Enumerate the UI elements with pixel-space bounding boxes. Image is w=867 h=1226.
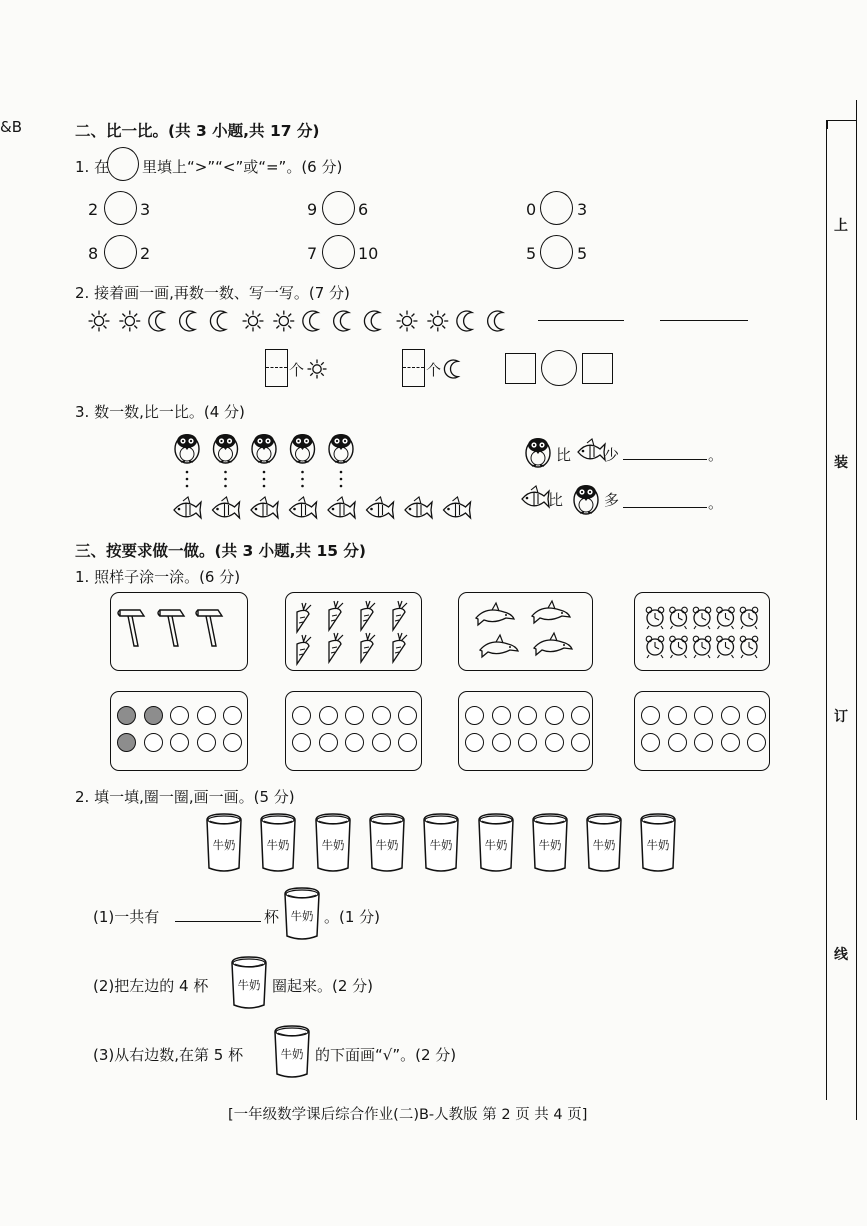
dot-empty[interactable] [465, 733, 484, 752]
difference-blank-2[interactable] [623, 507, 707, 508]
count-box-divider [266, 367, 287, 368]
penguin-row [170, 430, 370, 466]
dot-empty[interactable] [398, 733, 417, 752]
sub1-prefix: (1)一共有 [93, 908, 160, 926]
dot-empty[interactable] [292, 706, 311, 725]
difference-blank-1[interactable] [623, 459, 707, 460]
dotted-line [263, 471, 266, 488]
moon-icon [444, 358, 466, 380]
milk-cup-icon [282, 886, 322, 942]
compare-answer-circle[interactable] [104, 235, 137, 269]
compare-left: 2 [88, 200, 99, 219]
milk-cup-icon[interactable] [421, 812, 461, 874]
sun-icon [243, 311, 264, 332]
milk-cup-icon[interactable] [638, 812, 678, 874]
dot-empty[interactable] [345, 733, 364, 752]
dot-empty[interactable] [345, 706, 364, 725]
moon-icon [210, 311, 225, 331]
dolphin-icon [480, 635, 518, 657]
sub1-unit: 杯 [264, 908, 280, 926]
fish-icon [251, 497, 278, 518]
continue-draw-blank-1[interactable] [538, 320, 624, 321]
dot-empty[interactable] [492, 706, 511, 725]
carrot-icon [329, 633, 343, 662]
binding-char: 线 [834, 944, 848, 964]
milk-cup-icon[interactable] [313, 812, 353, 874]
binding-line [856, 100, 857, 1120]
q3-2-title: 2. 填一填,圈一圈,画一画。(5 分) [75, 788, 295, 806]
dot-empty[interactable] [223, 706, 242, 725]
alarm-clock-icon [646, 636, 664, 658]
q2-3-title: 3. 数一数,比一比。(4 分) [75, 403, 245, 421]
dot-box-4 [634, 691, 770, 771]
milk-cup-icon[interactable] [476, 812, 516, 874]
fish-icon [174, 497, 201, 518]
svg-text:牛奶: 牛奶 [280, 1047, 304, 1061]
dot-filled[interactable] [144, 706, 163, 725]
binding-corner [827, 120, 856, 129]
dolphin-icon [534, 633, 572, 655]
binding-char: 订 [834, 706, 848, 726]
alarm-clock-icon [740, 636, 758, 658]
dotted-line [340, 471, 343, 488]
section-3-title: 三、按要求做一做。(共 3 小题,共 15 分) [75, 542, 366, 560]
fish-icon [444, 497, 471, 518]
sun-icon [306, 358, 328, 380]
alarm-clock-icon [670, 636, 688, 658]
fish-icon [519, 486, 549, 512]
sun-count-box[interactable] [265, 349, 288, 387]
dot-empty[interactable] [319, 706, 338, 725]
milk-cup-icon[interactable] [530, 812, 570, 874]
sun-count-unit: 个 [289, 361, 305, 379]
correspondence-dots [170, 468, 370, 492]
compare-left: 7 [307, 244, 318, 263]
compare-answer-circle[interactable] [540, 235, 573, 269]
penguin-icon [521, 434, 555, 468]
fish-row [170, 496, 480, 524]
dot-empty[interactable] [747, 706, 766, 725]
dolphin-icon [532, 601, 570, 623]
q2-2-title: 2. 接着画一画,再数一数、写一写。(7 分) [75, 284, 350, 302]
compare-answer-circle[interactable] [540, 191, 573, 225]
dot-empty[interactable] [571, 733, 590, 752]
carrot-icon-group [285, 592, 422, 671]
dot-filled[interactable] [117, 706, 136, 725]
fish-icon [328, 497, 355, 518]
dot-empty[interactable] [372, 706, 391, 725]
dot-empty[interactable] [747, 733, 766, 752]
carrot-icon [393, 601, 407, 630]
sun-icon [119, 311, 140, 332]
compare-box-right[interactable] [582, 353, 613, 384]
moon-icon [364, 311, 379, 331]
compare-right: 10 [358, 244, 379, 263]
q2-1-prefix: 1. 在 [75, 158, 110, 176]
dot-empty[interactable] [518, 706, 537, 725]
svg-text:牛奶: 牛奶 [290, 909, 314, 923]
dolphin-icon [476, 603, 514, 625]
milk-cup-icon [272, 1024, 312, 1080]
dot-empty[interactable] [492, 733, 511, 752]
alarm-clock-icon [693, 607, 711, 629]
svg-text:牛奶: 牛奶 [484, 838, 507, 852]
page-footer: [一年级数学课后综合作业(二)B-人教版 第 2 页 共 4 页] [228, 1107, 588, 1123]
carrot-icon [361, 601, 375, 630]
svg-text:牛奶: 牛奶 [538, 838, 562, 852]
compare-answer-circle[interactable] [322, 235, 355, 269]
svg-text:牛奶: 牛奶 [321, 838, 345, 852]
moon-icon [180, 311, 195, 331]
compare-answer-circle[interactable] [104, 191, 137, 225]
sun-icon [427, 311, 448, 332]
dot-empty[interactable] [319, 733, 338, 752]
compare-circle-middle[interactable] [541, 350, 577, 386]
alarm-clock-icon [646, 607, 664, 629]
svg-text:牛奶: 牛奶 [646, 838, 670, 852]
dolphin-icon-group [458, 592, 593, 671]
moon-icon [488, 311, 503, 331]
moon-count-unit: 个 [426, 361, 442, 379]
fish-icon [367, 497, 394, 518]
alarm-clock-icon [670, 607, 688, 629]
dot-empty[interactable] [372, 733, 391, 752]
dot-empty[interactable] [197, 706, 216, 725]
alarm-clock-icon-group [634, 592, 770, 671]
compare-right: 3 [140, 200, 151, 219]
compare-right: 6 [358, 200, 369, 219]
dot-empty[interactable] [721, 733, 740, 752]
moon-count-box[interactable] [402, 349, 425, 387]
carrot-icon [329, 601, 343, 630]
binding-char: 装 [834, 452, 848, 472]
compare-word: 多 [604, 491, 620, 509]
dot-empty[interactable] [465, 706, 484, 725]
period: 。 [708, 446, 724, 464]
alarm-clock-icon [717, 607, 735, 629]
svg-text:牛奶: 牛奶 [266, 838, 290, 852]
axe-icon [196, 610, 222, 646]
dot-empty[interactable] [170, 706, 189, 725]
compare-right: 2 [140, 244, 151, 263]
dotted-line [301, 471, 304, 488]
penguin-icon [291, 434, 315, 463]
compare-left: 8 [88, 244, 99, 263]
compare-box-left[interactable] [505, 353, 536, 384]
penguin-icon [252, 434, 276, 463]
compare-right: 3 [577, 200, 588, 219]
compare-word: 比 [548, 491, 564, 509]
dot-empty[interactable] [641, 733, 660, 752]
compare-right: 5 [577, 244, 588, 263]
penguin-icon [569, 481, 603, 515]
milk-cup-icon[interactable] [584, 812, 624, 874]
count-box-divider [403, 367, 424, 368]
dot-box-2 [285, 691, 422, 771]
milk-cup-icon[interactable] [367, 812, 407, 874]
section-2-title: 二、比一比。(共 3 小题,共 17 分) [75, 122, 320, 140]
dot-box-3 [458, 691, 593, 771]
continue-draw-blank-2[interactable] [660, 320, 748, 321]
dot-empty[interactable] [668, 733, 687, 752]
sun-icon [89, 311, 110, 332]
penguin-icon [214, 434, 238, 463]
milk-cup-icon[interactable] [258, 812, 298, 874]
carrot-icon [393, 633, 407, 662]
sun-icon [273, 311, 294, 332]
period: 。 [708, 494, 724, 512]
compare-left: 9 [307, 200, 318, 219]
dot-empty[interactable] [223, 733, 242, 752]
fish-icon [213, 497, 240, 518]
sub2-prefix: (2)把左边的 4 杯 [93, 977, 209, 995]
carrot-icon [297, 603, 311, 632]
binding-char: 上 [834, 215, 848, 235]
penguin-icon [175, 434, 199, 463]
dotted-line [224, 471, 227, 488]
svg-text:牛奶: 牛奶 [237, 978, 261, 992]
dot-empty[interactable] [197, 733, 216, 752]
dot-empty[interactable] [545, 706, 564, 725]
dot-empty[interactable] [694, 733, 713, 752]
dotted-line [186, 471, 189, 488]
dot-empty[interactable] [545, 733, 564, 752]
dot-empty[interactable] [641, 706, 660, 725]
moon-icon [149, 311, 164, 331]
dot-empty[interactable] [694, 706, 713, 725]
axe-icon [118, 610, 144, 646]
dot-empty[interactable] [518, 733, 537, 752]
compare-word: 比 [556, 446, 572, 464]
alarm-clock-icon [693, 636, 711, 658]
dot-empty[interactable] [292, 733, 311, 752]
svg-text:牛奶: 牛奶 [429, 838, 453, 852]
binding-line [826, 120, 827, 1100]
svg-text:牛奶: 牛奶 [592, 838, 616, 852]
moon-icon [334, 311, 349, 331]
sun-icon [397, 311, 418, 332]
sun-moon-sequence [88, 308, 528, 334]
carrot-icon [361, 633, 375, 662]
sub3-suffix: 的下面画“√”。(2 分) [315, 1046, 457, 1064]
carrot-icon [297, 635, 311, 664]
dot-empty[interactable] [668, 706, 687, 725]
sub1-suffix: 。(1 分) [324, 908, 381, 926]
moon-icon [303, 311, 318, 331]
cup-count-blank[interactable] [175, 921, 261, 922]
dot-box-1 [110, 691, 248, 771]
q2-1-suffix: 里填上“>”“<”或“=”。(6 分) [142, 158, 343, 176]
dot-empty[interactable] [398, 706, 417, 725]
sub3-prefix: (3)从右边数,在第 5 杯 [93, 1046, 244, 1064]
moon-icon [457, 311, 472, 331]
svg-text:牛奶: 牛奶 [212, 838, 236, 852]
svg-text:牛奶: 牛奶 [375, 838, 399, 852]
fish-icon [290, 497, 317, 518]
compare-word: 少 [604, 446, 620, 464]
page-edge-mark: &B [0, 118, 22, 136]
axe-icon-group [110, 592, 248, 671]
dot-filled[interactable] [117, 733, 136, 752]
compare-left: 0 [526, 200, 537, 219]
axe-icon [158, 610, 184, 646]
example-circle [107, 147, 139, 181]
dot-empty[interactable] [571, 706, 590, 725]
compare-left: 5 [526, 244, 537, 263]
sub2-suffix: 圈起来。(2 分) [272, 977, 374, 995]
fish-icon [405, 497, 432, 518]
compare-answer-circle[interactable] [322, 191, 355, 225]
milk-cup-icon[interactable] [204, 812, 244, 874]
dot-empty[interactable] [721, 706, 740, 725]
dot-empty[interactable] [144, 733, 163, 752]
alarm-clock-icon [717, 636, 735, 658]
dot-empty[interactable] [170, 733, 189, 752]
alarm-clock-icon [740, 607, 758, 629]
q3-1-title: 1. 照样子涂一涂。(6 分) [75, 568, 241, 586]
penguin-icon [329, 434, 353, 463]
fish-icon [575, 439, 605, 465]
milk-cup-icon [229, 955, 269, 1011]
